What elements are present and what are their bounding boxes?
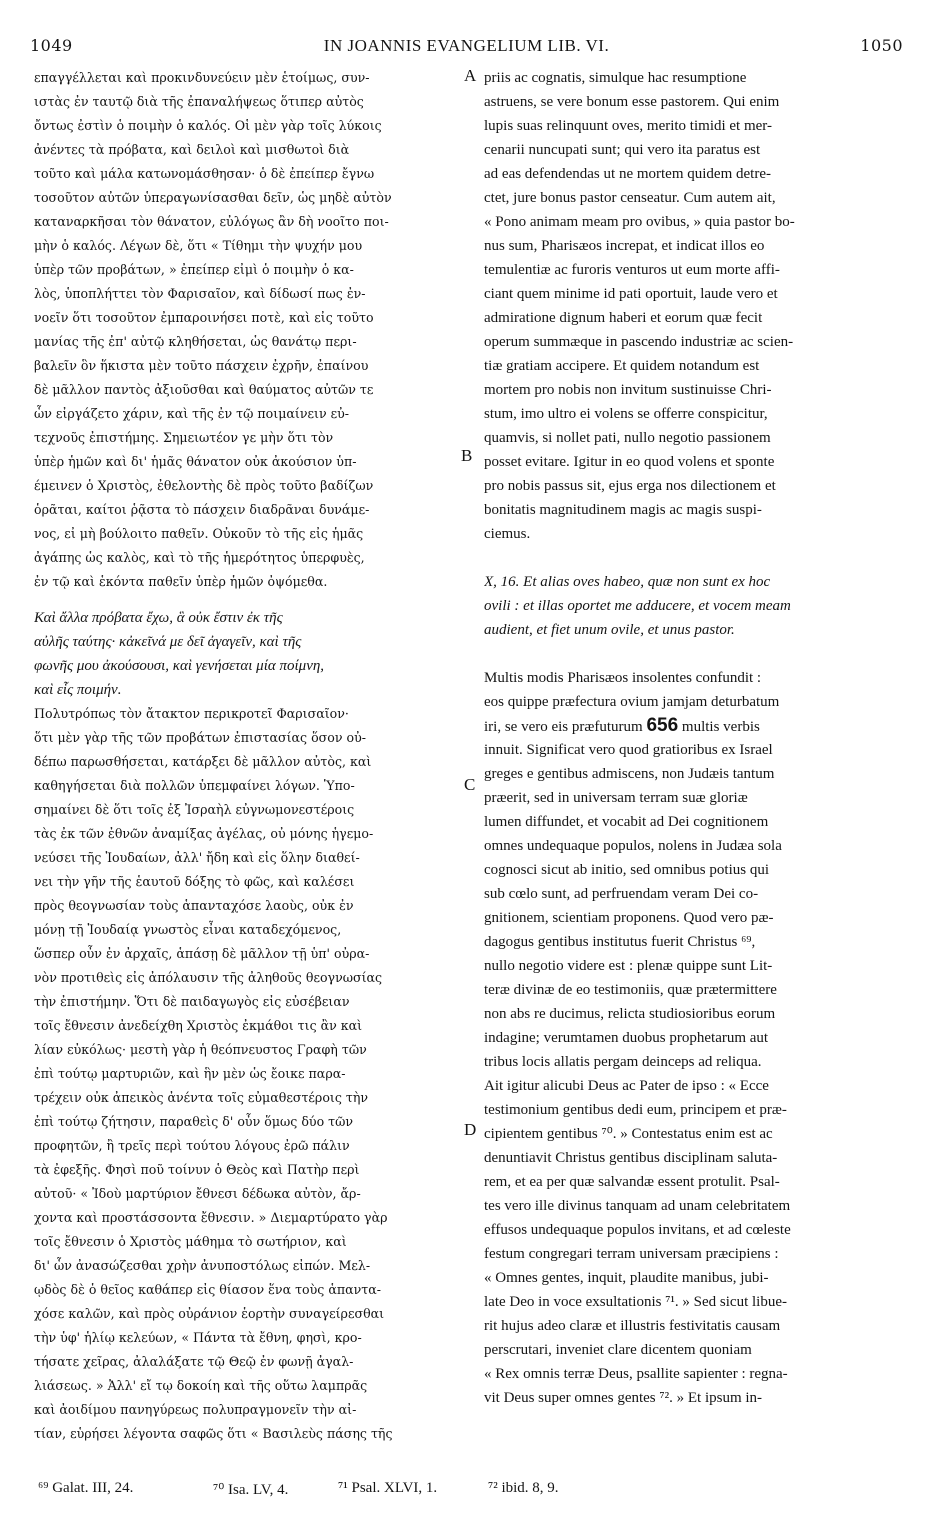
greek-column bbox=[34, 66, 458, 1446]
text-line: denuntiavit Christus gentibus disciplinam saluta- bbox=[484, 1150, 778, 1166]
text-line: operum summæque in pascendo industriæ ac scien- bbox=[484, 334, 794, 350]
text-line: τὴν ἐπιστήμην. Ὅτι δὲ παιδαγωγὸς εἰς εὐσέβειαν bbox=[34, 994, 350, 1009]
text-line: νεύσει τῆς Ἰουδαίων, ἀλλ' ἤδη καὶ εἰς ὅλην διαθεί- bbox=[34, 850, 360, 865]
text-line: δι' ὧν ἀνασώζεσθαι χρὴν ἀνυποστόλως εἰπών. Μελ- bbox=[34, 1258, 371, 1273]
text-line: lupis suas relinquunt oves, merito timidi et mer- bbox=[484, 118, 772, 134]
text-line: Ait igitur alicubi Deus ac Pater de ipso : « Ecce bbox=[484, 1078, 769, 1094]
text-line: sub cœlo sunt, ad perfruendam veram Dei co- bbox=[484, 886, 759, 902]
text-line: nus sum, Pharisæos increpat, et indicat illos eo bbox=[484, 238, 765, 254]
text-line: Καὶ ἄλλα πρόβατα ἔχω, ἃ οὐκ ἔστιν ἐκ τῆς bbox=[34, 610, 283, 626]
text-line: φωνῆς μου ἀκούσουσι, καὶ γενήσεται μία ποίμνη, bbox=[34, 658, 325, 674]
text-line: cognosci sicut ab initio, sed omnibus potius qui bbox=[484, 862, 769, 878]
text-line: τεχνοῦς ἐπιστήμης. Σημειωτέον γε μὴν ὅτι τὸν bbox=[34, 430, 334, 445]
text-line: δὲ μᾶλλον παντὸς ἀξιοῦσθαι καὶ θαύματος αὐτῶν τε bbox=[34, 382, 374, 397]
text-line: επαγγέλλεται καὶ προκινδυνεύειν μὲν ἑτοίμως, συν- bbox=[34, 70, 370, 85]
text-line: ὁρᾶται, καίτοι ῥᾷστα τὸ πάσχειν διαδρᾶναι δυνάμε- bbox=[34, 502, 370, 517]
text-line: καὶ ἀοιδίμου πανηγύρεως πολυπραγμονεῖν τὴν αἰ- bbox=[34, 1402, 357, 1417]
text-line: effusos undequaque populos invitans, et ad cœleste bbox=[484, 1222, 791, 1238]
text-line: perscrutari, inveniet clare dicentem quoniam bbox=[484, 1342, 752, 1358]
text-line: ὑπὲρ ἡμῶν καὶ δι' ἡμᾶς θάνατον οὐκ ἀκούσιον ὑπ- bbox=[34, 454, 357, 469]
text-line: tes vero ille divinus tanquam ad unam celebritatem bbox=[484, 1198, 791, 1214]
text-line: τοσοῦτον αὐτῶν ὑπεραγωνίσασθαι δεῖν, ὡς μηδὲ αὐτὸν bbox=[34, 190, 392, 205]
margin-letter-c: C bbox=[464, 775, 476, 794]
greek-block-2 bbox=[34, 702, 458, 1446]
text-line: χόσε καλῶν, καὶ πρὸς οὐράνιον ἑορτὴν συναγείρεσθαι bbox=[34, 1306, 385, 1321]
text-line: vit Deus super omnes gentes ⁷². » Et ipsum in- bbox=[484, 1390, 763, 1406]
text-line: stum, imo ultro ei volens se offerre conspicitur, bbox=[484, 406, 768, 422]
text-line: « Rex omnis terræ Deus, psallite sapienter : regna- bbox=[484, 1366, 788, 1382]
text-line: ἀνέντες τὰ πρόβατα, καὶ δειλοὶ καὶ μισθωτοὶ διὰ bbox=[34, 142, 350, 157]
text-line: tiæ gratiam accipere. Et quidem notandum est bbox=[484, 358, 760, 374]
text-line: innuit. Significat vero quod gratioribus ex Israel bbox=[484, 742, 773, 758]
footnote-72: ⁷² ibid. 8, 9. bbox=[488, 1480, 559, 1496]
text-line: χοντα καὶ προστάσσοντα ἔθνεσιν. » Διεμαρτύρατο γὰρ bbox=[34, 1210, 388, 1225]
footnote-70: ⁷⁰ Isa. LV, 4. bbox=[213, 1482, 289, 1498]
text-line: astruens, se vere bonum esse pastorem. Qui enim bbox=[484, 94, 780, 110]
text-line: gnitionem, scientiam proponens. Quod vero pæ- bbox=[484, 910, 774, 926]
text-line: lumen diffundet, et vocabit ad Dei cognitionem bbox=[484, 814, 769, 830]
text-line: ovili : et illas oportet me adducere, et vocem meam bbox=[484, 598, 791, 614]
text-line: tribus locis allatis pergam deinceps ad reliqua. bbox=[484, 1054, 762, 1070]
text-line: τοῖς ἔθνεσιν ἀνεδείχθη Χριστὸς ἐκμάθοι τις ἂν καὶ bbox=[34, 1018, 363, 1033]
text-line: αὐτοῦ· « Ἰδοὺ μαρτύριον ἔθνεσι δέδωκα αὐτὸν, ἄρ- bbox=[34, 1186, 361, 1201]
text-line: νος, εἰ μὴ βούλοιτο παθεῖν. Οὐκοῦν τὸ τῆς εἰς ἡμᾶς bbox=[34, 526, 364, 541]
text-line: Multis modis Pharisæos insolentes confundit : bbox=[484, 670, 762, 686]
text-line: νοεῖν ὅτι τοσοῦτον ἐμπαροινήσει ποτὲ, καὶ εἰς τοῦτο bbox=[34, 310, 374, 325]
text-line: rem, et ea per quæ salvandæ essent protulit. Psal- bbox=[484, 1174, 780, 1190]
text-line: ὅτι μὲν γὰρ τῆς τῶν προβάτων ἐπιστασίας ὅσον οὐ- bbox=[34, 730, 366, 745]
text-line: posset evitare. Igitur in eo quod volens et sponte bbox=[484, 454, 775, 470]
text-line: έμεινεν ὁ Χριστὸς, ἐθελοντὴς δὲ πρὸς τοῦτο βαδίζων bbox=[34, 478, 374, 493]
text-line: ὑπὲρ τῶν προβάτων, » ἐπείπερ εἰμὶ ὁ ποιμὴν ὁ κα- bbox=[34, 262, 354, 277]
text-line: ἐν τῷ καὶ ἑκόντα παθεῖν ὑπὲρ ἡμῶν ὀψόμεθα. bbox=[34, 574, 328, 589]
text-line: καὶ εἷς ποιμήν. bbox=[34, 682, 122, 698]
text-line: αὐλῆς ταύτης· κἀκεῖνά με δεῖ ἀγαγεῖν, καὶ τῆς bbox=[34, 634, 302, 650]
text-line: indagine; verumtamen duobus prophetarum aut bbox=[484, 1030, 769, 1046]
text-line: cipientem gentibus ⁷⁰. » Contestatus enim est ac bbox=[484, 1126, 773, 1142]
text-line: X, 16. Et alias oves habeo, quæ non sunt ex hoc bbox=[484, 574, 771, 590]
text-line: omnes undequaque populos, nolens in Judæa sola bbox=[484, 838, 782, 854]
text-line: ὄντως ἐστὶν ὁ ποιμὴν ὁ καλός. Οἱ μὲν γὰρ τοῖς λύκοις bbox=[34, 118, 382, 133]
text-line: ιστὰς ἐν ταυτῷ διὰ τῆς ἐπαναλήψεως ὅτιπερ αὐτὸς bbox=[34, 94, 364, 109]
text-line: teræ divinæ de eo testimoniis, quæ prætermittere bbox=[484, 982, 777, 998]
latin-656-line: iri, se vero eis præfuturum 656 multis verbis bbox=[484, 715, 760, 736]
left-page-number: 1049 bbox=[30, 36, 73, 55]
text-line: testimonium gentibus dedi eum, principem et præ- bbox=[484, 1102, 787, 1118]
text-line: τοῦτο καὶ μάλα κατωνομάσθησαν· ὁ δὲ ἐπείπερ ἔγνω bbox=[34, 166, 375, 181]
text-line: dagogus gentibus institutus fuerit Christus ⁶⁹, bbox=[484, 934, 756, 950]
text-line: ctet, jure bonus pastor censeatur. Cum autem ait, bbox=[484, 190, 776, 206]
text-line: ῳδὸς δὲ ὁ θεῖος καθάπερ εἰς θίασον ἕνα τοὺς ἁπαντα- bbox=[34, 1282, 382, 1297]
text-line: ἀγάπης ὡς καλὸς, καὶ τὸ τῆς ἡμερότητος ὑπερφυὲς, bbox=[34, 550, 365, 565]
text-line: ἐπὶ τούτῳ ζήτησιν, παραθεὶς δ' οὖν ὅμως δύο τῶν bbox=[34, 1114, 354, 1129]
text-line: καθηγήσεται διὰ πολλῶν ὑπεμφαίνει λόγων. Ὑπο- bbox=[34, 778, 355, 793]
text-line: μόνῃ τῇ Ἰουδαίᾳ γνωστὸς εἶναι καταδεχόμενος, bbox=[34, 922, 342, 937]
text-line: rit hujus adeo claræ et illustris festivitatis causam bbox=[484, 1318, 781, 1334]
column-number-656: 656 bbox=[646, 715, 679, 736]
text-line: δέπω παρωσθήσεται, κατάρξει δὲ μᾶλλον αὐτὸς, καὶ bbox=[34, 754, 372, 769]
text-line: τρέχειν οὐκ ἀπεικὸς ἀνέντα τοῖς εὐμαθεστέροις τὴν bbox=[34, 1090, 369, 1105]
text-line: τὰ ἐφεξῆς. Φησὶ ποῦ τοίνυν ὁ Θεὸς καὶ Πατὴρ περὶ bbox=[34, 1162, 360, 1177]
text-line: priis ac cognatis, simulque hac resumptione bbox=[484, 70, 747, 86]
text-line: ciemus. bbox=[484, 526, 531, 542]
text-line: admiratione dignum haberi et eorum quæ fecit bbox=[484, 310, 763, 326]
text-line: βαλεῖν ὃν ἥκιστα μὲν τοῦτο πάσχειν ἐχρῆν, ἐπαίνου bbox=[34, 358, 369, 373]
latin-block-2b bbox=[484, 738, 904, 1410]
margin-letter-a: A bbox=[464, 66, 477, 85]
text-line: cenarii nuncupati sunt; qui vero ita paratus est bbox=[484, 142, 761, 158]
text-line: mortem pro nobis non invitum sustinuisse Chri- bbox=[484, 382, 772, 398]
text-line: τὰς ἐκ τῶν ἐθνῶν ἀναμίξας ἀγέλας, οὐ μόνης ἡγεμο- bbox=[34, 826, 374, 841]
text-line: καταναρκῆσαι τὸν θάνατον, εὐλόγως ἂν δὴ νοοῖτο ποι- bbox=[34, 214, 389, 229]
text-line: μὴν ὁ καλός. Λέγων δὲ, ὅτι « Τίθημι τὴν ψυχήν μου bbox=[34, 238, 363, 253]
text-line: non abs re ducimus, relicta studiosioribus eorum bbox=[484, 1006, 776, 1022]
text-line: bonitatis magnitudinem magis ac magis suspi- bbox=[484, 502, 762, 518]
latin-lemma bbox=[484, 570, 904, 642]
text-line: σημαίνει δὲ ὅτι τοῖς ἐξ Ἰσραὴλ εὐγνωμονεστέροις bbox=[34, 802, 355, 817]
text-line: temulentiæ ac furoris venturos ut eum morte affi- bbox=[484, 262, 780, 278]
text-line: προφητῶν, ἢ τρεῖς περὶ τούτου λόγους ἐρῶ πάλιν bbox=[34, 1138, 350, 1153]
text-line: ὥσπερ οὖν ἐν ἀρχαῖς, ἁπάσῃ δὲ μᾶλλον τῇ ὑπ' οὐρα- bbox=[34, 946, 370, 961]
greek-lemma bbox=[34, 606, 458, 702]
text-line: audient, et fiet unum ovile, et unus pastor. bbox=[484, 622, 735, 638]
latin-block-2a bbox=[484, 666, 904, 714]
margin-letter-b: B bbox=[461, 446, 473, 465]
text-line: eos quippe præfectura ovium jamjam deturbatum bbox=[484, 694, 780, 710]
text-line: greges e gentibus admiscens, non Judæis tantum bbox=[484, 766, 775, 782]
greek-block-1 bbox=[34, 66, 458, 594]
running-title: IN JOANNIS EVANGELIUM LIB. VI. bbox=[323, 36, 610, 55]
text-line: νει τὴν γῆν τῆς ἑαυτοῦ δόξης τὸ φῶς, καὶ καλέσει bbox=[34, 874, 355, 889]
text-line: λιάσεως. » Ἀλλ' εἴ τῳ δοκοίη καὶ τῆς οὕτω λαμπρᾶς bbox=[34, 1378, 368, 1393]
page-header bbox=[30, 36, 903, 60]
text-line: τὴν ὑφ' ἡλίῳ κελεύων, « Πάντα τὰ ἔθνη, φησὶ, κρο- bbox=[34, 1330, 362, 1345]
text-line: νὸν προτιθεὶς εἰς ἀπόλαυσιν τῆς ἀληθοῦς θεογνωσίας bbox=[34, 970, 383, 985]
right-page-number: 1050 bbox=[860, 36, 903, 55]
footnote-71: ⁷¹ Psal. XLVI, 1. bbox=[338, 1480, 438, 1496]
text-line: λὸς, ὑποπλήττει τὸν Φαρισαῖον, καὶ δίδωσί πως ἐν- bbox=[34, 286, 366, 301]
text-line: τοῖς ἔθνεσιν ὁ Χριστὸς μάθημα τὸ σωτήριον, καὶ bbox=[34, 1234, 347, 1249]
footnote-69: ⁶⁹ Galat. III, 24. bbox=[38, 1480, 134, 1496]
text-line: ciant quem minime id pati oportuit, laude vero et bbox=[484, 286, 778, 302]
text-line: πρὸς θεογνωσίαν τοὺς ἁπανταχόσε λαοὺς, οὐκ ἐν bbox=[34, 898, 354, 913]
text-line: μανίας τῆς ἐπ' αὐτῷ κληθήσεται, ὡς θανάτῳ περι- bbox=[34, 334, 357, 349]
margin-letter-d: D bbox=[464, 1120, 477, 1139]
text-line: pro nobis passus sit, ejus erga nos dilectionem et bbox=[484, 478, 776, 494]
text-line: τίαν, εὑρήσει λέγοντα σαφῶς ὅτι « Βασιλεὺς πάσης τῆς bbox=[34, 1426, 393, 1441]
text-line: late Deo in voce exsultationis ⁷¹. » Sed sicut libue- bbox=[484, 1294, 787, 1310]
text-line: ὧν εἰργάζετο χάριν, καὶ τῆς ἐν τῷ ποιμαίνειν εὐ- bbox=[34, 406, 350, 421]
text-line: λίαν εὐκόλως· μεστὴ γὰρ ἡ θεόπνευστος Γραφὴ τῶν bbox=[34, 1042, 367, 1057]
text-line: ad eas defendendas ut ne mortem quidem detre- bbox=[484, 166, 771, 182]
text-line: τήσατε χεῖρας, ἀλαλάξατε τῷ Θεῷ ἐν φωνῇ ἀγαλ- bbox=[34, 1354, 354, 1369]
text-line: Πολυτρόπως τὸν ἄτακτον περικροτεῖ Φαρισαῖον· bbox=[34, 706, 349, 721]
text-line: « Pono animam meam pro ovibus, » quia pastor bo- bbox=[484, 214, 795, 230]
text-line: « Omnes gentes, inquit, plaudite manibus, jubi- bbox=[484, 1270, 769, 1286]
latin-column bbox=[484, 66, 904, 1410]
text-line: præerit, sed in universam terram suæ gloriæ bbox=[484, 790, 748, 806]
latin-block-1 bbox=[484, 66, 904, 546]
text-line: nullo negotio videre est : plenæ quippe sunt Lit- bbox=[484, 958, 773, 974]
text-line: ἐπὶ τούτῳ μαρτυριῶν, καὶ ἣν μὲν ὡς ἔοικε παρα- bbox=[34, 1066, 346, 1081]
text-line: quamvis, si nollet pati, nullo negotio passionem bbox=[484, 430, 771, 446]
text-line: festum congregari terram universam præcipiens : bbox=[484, 1246, 779, 1262]
